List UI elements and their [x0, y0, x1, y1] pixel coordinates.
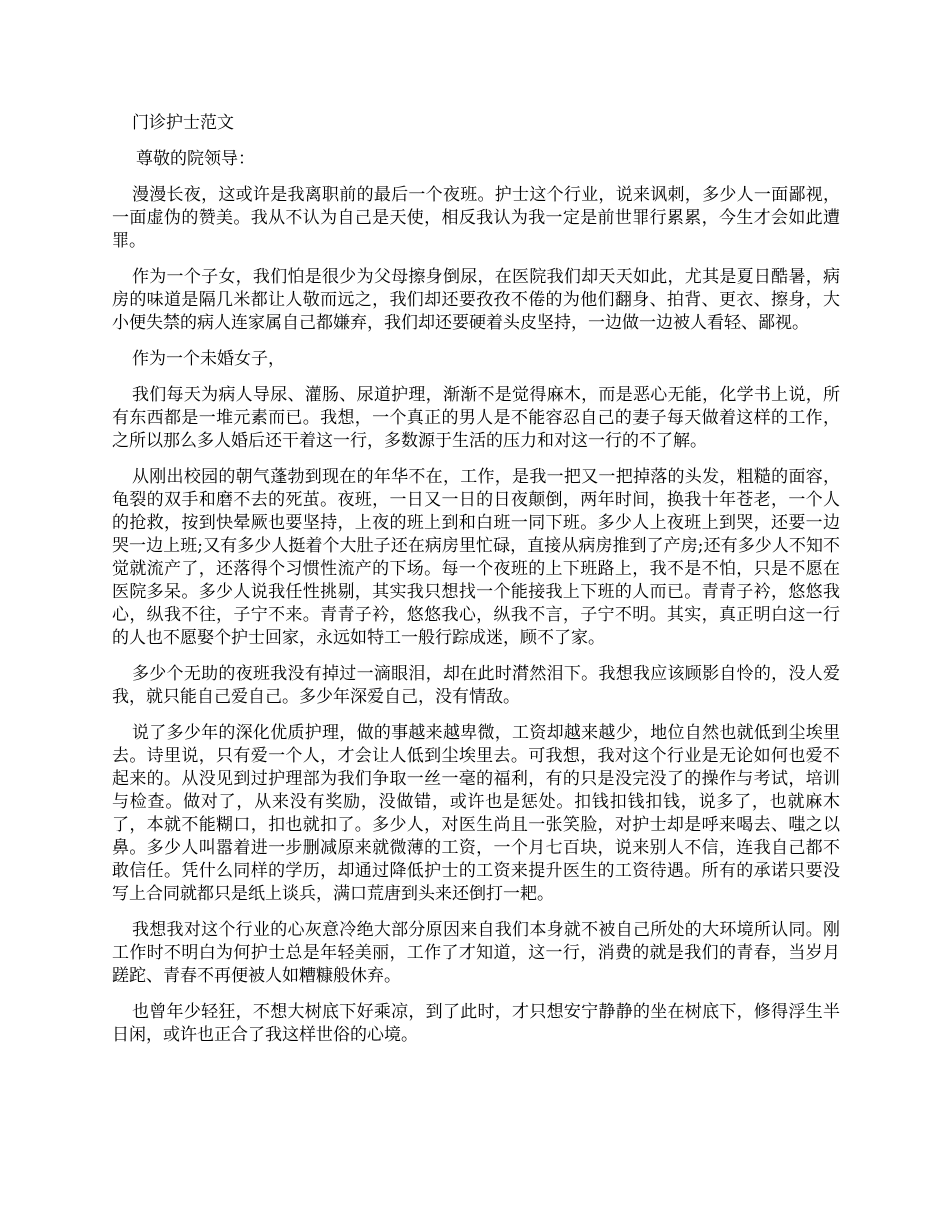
- paragraph: 多少个无助的夜班我没有掉过一滴眼泪，却在此时潸然泪下。我想我应该顾影自怜的，没人爱我，就只能自己爱自己。多少年深爱自己，没有情敌。: [112, 664, 840, 707]
- paragraph: 作为一个未婚女子，: [132, 349, 285, 369]
- document-title: 门诊护士范文: [132, 113, 234, 133]
- paragraph: 从刚出校园的朝气蓬勃到现在的年华不在，工作，是我一把又一把掉落的头发，粗糙的面容，龟裂的双手和磨不去的死茧。夜班，一日又一日的日夜颠倒，两年时间，换我十年苍老，一个人的抢救，按到快晕厥也要坚持，上夜的班上到和白班一同下班。多少人上夜班上到哭，还要一边哭一边上班;又有多少人挺着个大肚子还在病房里忙碌，直接从病房推到了产房;还有多少人不知不觉就流产了，还落得个习惯性流产的下场。每一个夜班的上下班路上，我不是不怕，只是不愿在医院多呆。多少人说我任性挑剔，其实我只想找一个能接我上下班的人而已。青青子衿，悠悠我心，纵我不往，子宁不来。青青子衿，悠悠我心，纵我不言，子宁不明。其实，真正明白这一行的人也不愿娶个护士回家，永远如特工一般行踪成迷，顾不了家。: [112, 467, 841, 648]
- paragraph: 我想我对这个行业的心灰意冷绝大部分原因来自我们本身就不被自己所处的大环境所认同。刚工作时不明白为何护士总是年轻美丽，工作了才知道，这一行，消费的就是我们的青春，当岁月蹉跎、青春不再便被人如糟糠般休弃。: [112, 920, 840, 986]
- paragraph: 说了多少年的深化优质护理，做的事越来越卑微，工资却越来越少，地位自然也就低到尘埃里去。诗里说，只有爱一个人，才会让人低到尘埃里去。可我想，我对这个行业是无论如何也爱不起来的。从没见到过护理部为我们争取一丝一毫的福利，有的只是没完没了的操作与考试，培训与检查。做对了，从来没有奖励，没做错，或许也是惩处。扣钱扣钱扣钱，说多了，也就麻木了，本就不能糊口，扣也就扣了。多少人，对医生尚且一张笑脸，对护士却是呼来喝去、嗤之以鼻。多少人叫嚣着进一步删减原来就微薄的工资，一个月七百块，说来别人不信，连我自己都不敢信任。凭什么同样的学历，却通过降低护士的工资来提升医生的工资待遇。所有的承诺只要没写上合同就都只是纸上谈兵，满口荒唐到头来还倒打一耙。: [112, 723, 840, 904]
- salutation: 尊敬的院领导：: [136, 149, 255, 169]
- paragraph: 也曾年少轻狂，不想大树底下好乘凉，到了此时，才只想安宁静静的坐在树底下，修得浮生半日闲，或许也正合了我这样世俗的心境。: [112, 1002, 840, 1045]
- paragraph: 作为一个子女，我们怕是很少为父母擦身倒尿，在医院我们却天天如此，尤其是夏日酷暑，病房的味道是隔几米都让人敬而远之，我们却还要孜孜不倦的为他们翻身、拍背、更衣、擦身，大小便失禁的病人连家属自己都嫌弃，我们却还要硬着头皮坚持，一边做一边被人看轻、鄙视。: [112, 267, 840, 333]
- paragraph: 我们每天为病人导尿、灌肠、尿道护理，渐渐不是觉得麻木，而是恶心无能，化学书上说，所有东西都是一堆元素而已。我想，一个真正的男人是不能容忍自己的妻子每天做着这样的工作，之所以那么多人婚后还干着这一行，多数源于生活的压力和对这一行的不了解。: [112, 385, 840, 451]
- paragraph: 漫漫长夜，这或许是我离职前的最后一个夜班。护士这个行业，说来讽刺，多少人一面鄙视，一面虚伪的赞美。我从不认为自己是天使，相反我认为我一定是前世罪行累累，今生才会如此遭罪。: [112, 185, 840, 251]
